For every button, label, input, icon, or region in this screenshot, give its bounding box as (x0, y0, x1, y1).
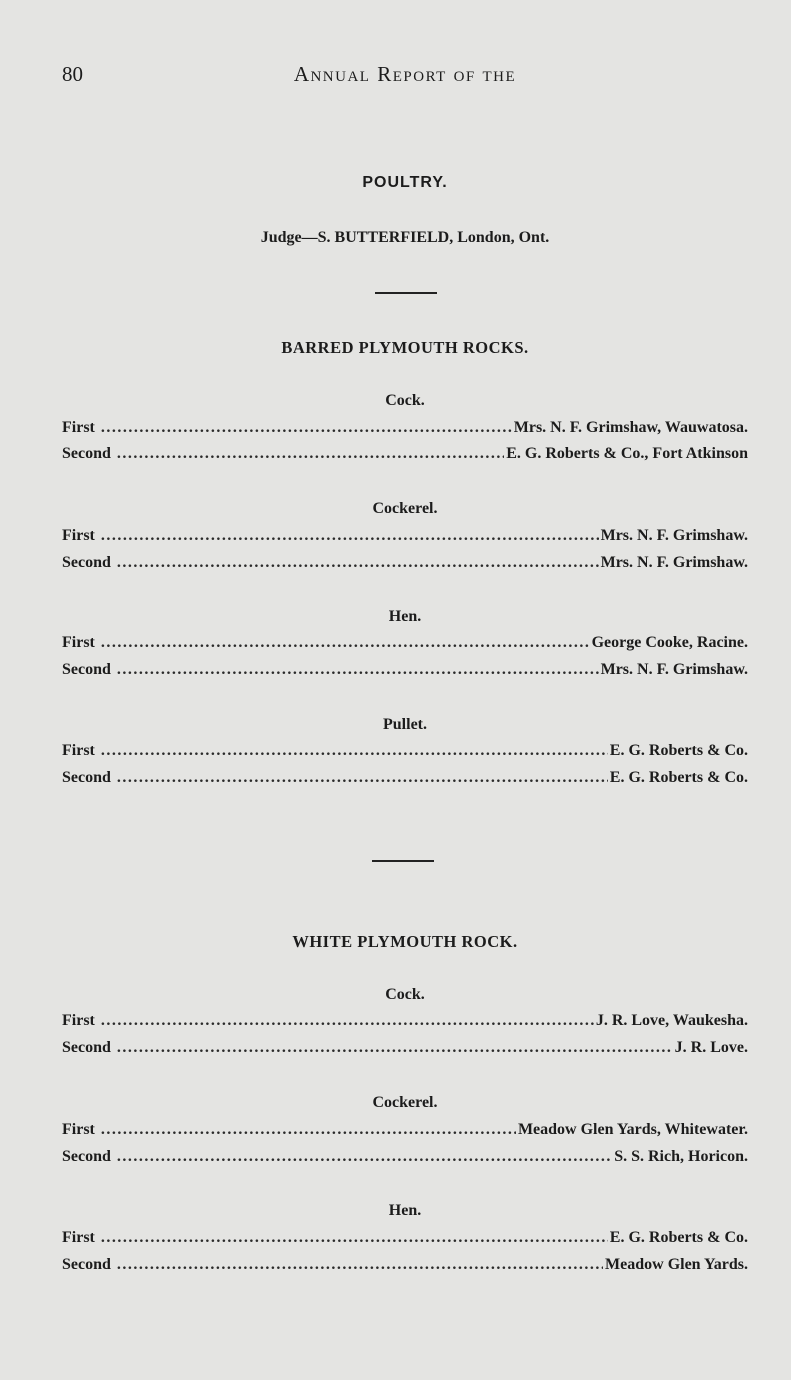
dot-leader (117, 445, 504, 463)
award-winner: Meadow Glen Yards. (605, 1256, 748, 1273)
award-winner: Mrs. N. F. Grimshaw, Wauwatosa. (513, 419, 748, 436)
award-row (62, 634, 748, 652)
award-place: Second (62, 661, 111, 678)
award-winner: Mrs. N. F. Grimshaw. (600, 554, 748, 571)
award-place: Second (62, 1256, 111, 1273)
award-row (62, 1256, 748, 1274)
award-winner: E. G. Roberts & Co., Fort Atkinson (506, 445, 748, 462)
award-place: First (62, 1012, 95, 1029)
award-row (62, 1039, 748, 1057)
award-place: First (62, 634, 95, 651)
dot-leader (117, 661, 599, 679)
award-row (62, 1148, 748, 1166)
dot-leader (101, 527, 599, 545)
class-heading: Cock. (385, 986, 425, 1003)
dot-leader (101, 419, 512, 437)
award-place: Second (62, 1039, 111, 1056)
award-winner: George Cooke, Racine. (591, 634, 748, 651)
award-row (62, 1121, 748, 1139)
award-row (62, 1012, 748, 1030)
award-row (62, 419, 748, 437)
dot-leader (117, 769, 608, 787)
award-place: First (62, 742, 95, 759)
section-title: BARRED PLYMOUTH ROCKS. (281, 338, 529, 357)
award-winner: Meadow Glen Yards, Whitewater. (517, 1121, 748, 1138)
award-place: First (62, 1229, 95, 1246)
award-place: First (62, 527, 95, 544)
dot-leader (101, 1229, 608, 1247)
award-row (62, 527, 748, 545)
award-place: Second (62, 1148, 111, 1165)
award-winner: E. G. Roberts & Co. (609, 742, 748, 759)
award-winner: S. S. Rich, Horicon. (614, 1148, 748, 1165)
class-heading: Pullet. (383, 716, 427, 733)
award-winner: J. R. Love. (674, 1039, 748, 1056)
judge-line: Judge—S. BUTTERFIELD, London, Ont. (260, 229, 550, 246)
award-place: First (62, 419, 95, 436)
dot-leader (117, 1039, 673, 1057)
class-heading: Hen. (388, 1202, 422, 1219)
award-winner: J. R. Love, Waukesha. (595, 1012, 748, 1029)
dot-leader (117, 1148, 612, 1166)
page-number: 80 (62, 62, 83, 86)
dot-leader (101, 1121, 516, 1139)
award-place: Second (62, 554, 111, 571)
award-row (62, 742, 748, 760)
running-title: Annual Report of the (293, 62, 517, 86)
dot-leader (117, 554, 599, 572)
award-winner: Mrs. N. F. Grimshaw. (600, 527, 748, 544)
award-winner: Mrs. N. F. Grimshaw. (600, 661, 748, 678)
award-winner: E. G. Roberts & Co. (609, 1229, 748, 1246)
award-row (62, 769, 748, 787)
award-place: Second (62, 445, 111, 462)
class-heading: Hen. (388, 608, 422, 625)
divider-rule (372, 860, 434, 862)
award-row (62, 445, 748, 463)
class-heading: Cockerel. (372, 500, 438, 517)
award-row (62, 661, 748, 679)
award-place: First (62, 1121, 95, 1138)
class-heading: Cockerel. (372, 1094, 438, 1111)
dot-leader (101, 742, 608, 760)
divider-rule (375, 292, 437, 294)
page-heading: POULTRY. (362, 174, 448, 191)
award-winner: E. G. Roberts & Co. (609, 769, 748, 786)
award-row (62, 1229, 748, 1247)
dot-leader (101, 634, 590, 652)
award-place: Second (62, 769, 111, 786)
award-row (62, 554, 748, 572)
class-heading: Cock. (385, 392, 425, 409)
dot-leader (117, 1256, 603, 1274)
section-title: WHITE PLYMOUTH ROCK. (292, 932, 518, 951)
dot-leader (101, 1012, 594, 1030)
